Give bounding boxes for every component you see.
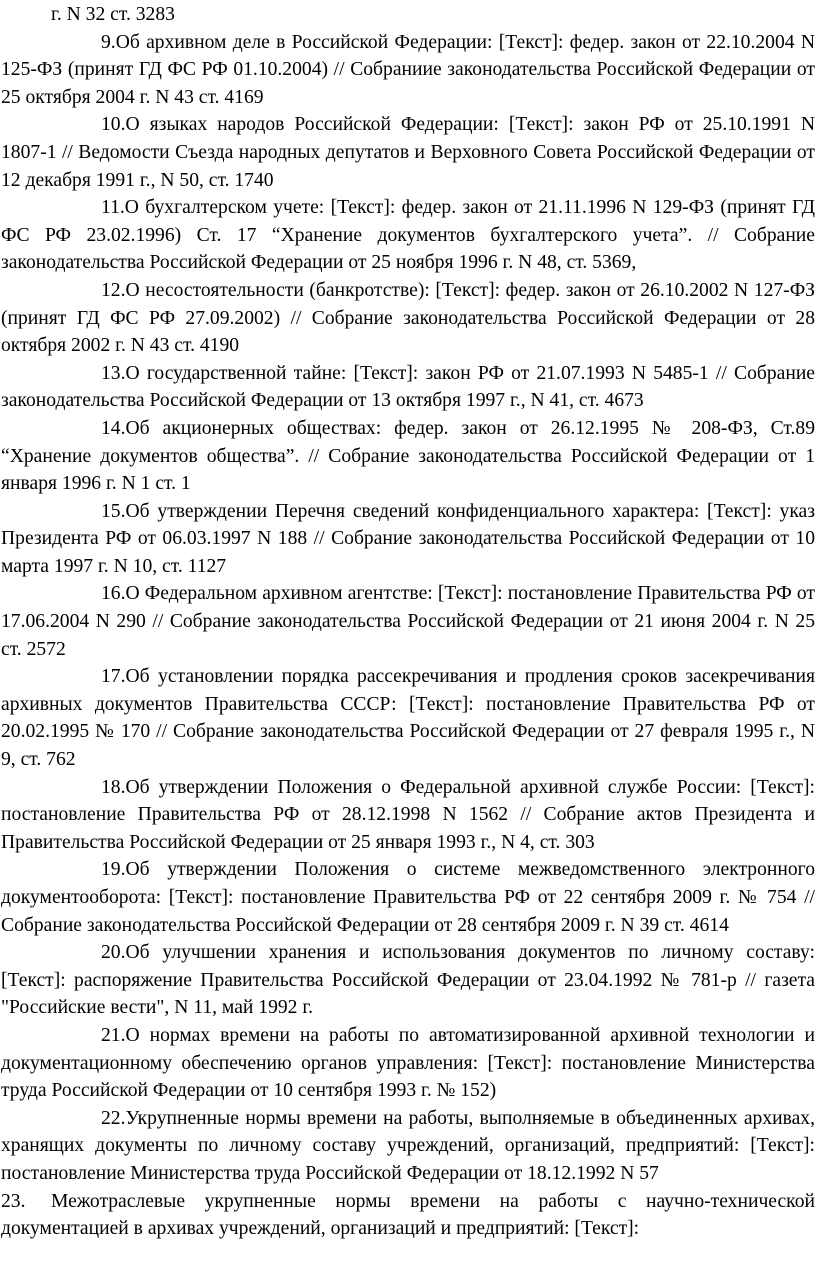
entry-number: 20.: [101, 942, 126, 964]
continuation-line: г. N 32 ст. 3283: [51, 4, 175, 25]
entry-number: 23.: [1, 1190, 26, 1212]
reference-entry-22: [1, 1105, 815, 1188]
entry-number: 15.: [101, 500, 126, 522]
reference-entry-19: [1, 856, 815, 939]
entry-text: Об акционерных обществах: федер. закон от 26.12.1995 № 208-ФЗ, Ст.89 “Хранение документов общества”. // Собрание законодательства Российской Федерации от 1 января 1996 г. N 1 ст. 1: [1, 417, 815, 495]
reference-entry-9: [1, 29, 815, 112]
entry-text: Об установлении порядка рассекречивания и продления сроков засекречивания архивных документов Правительства СССР: [Текст]: постановление Правительства РФ от 20.02.1995 № 170 // Собрание законодательства Российской Федерации от 27 февраля 1995 г., N 9, ст. 762: [1, 666, 815, 771]
entry-number: 21.: [101, 1024, 126, 1046]
entry-text: Об утверждении Перечня сведений конфиденциального характера: [Текст]: указ Президента РФ от 06.03.1997 N 188 // Собрание законодательства Российской Федерации от 10 марта 1997 г. N 10, ст. 1127: [1, 500, 815, 577]
reference-entry-17: [1, 663, 815, 773]
entry-number: 10.: [101, 114, 126, 136]
entry-text: О государственной тайне: [Текст]: закон РФ от 21.07.1993 N 5485-1 // Собрание законодательства Российской Федерации от 13 октября 1997 г., N 41, ст. 4673: [1, 362, 815, 412]
reference-entry-13: [1, 360, 815, 415]
entry-text: Об архивном деле в Российской Федерации: [Текст]: федер. закон от 22.10.2004 N 125-ФЗ (принят ГД ФС РФ 01.10.2004) // Собраниие законодательства Российской Федерации от 25 октября 2004 г. N 43 ст. 4169: [1, 31, 815, 108]
entry-number: 16.: [101, 583, 126, 605]
entry-number: 17.: [101, 666, 126, 688]
entry-number: 9.: [101, 31, 116, 53]
entry-text: Укрупненные нормы времени на работы, выполняемые в объединенных архивах, хранящих документы по личному составу учреждений, организаций, предприятий: [Текст]: постановление Министерства труда Российской Федерации от 18.12.1992 N 57: [1, 1107, 815, 1184]
entry-number: 22.: [101, 1107, 126, 1129]
reference-entry-21: [1, 1022, 815, 1105]
entry-text: О языках народов Российской Федерации: [Текст]: закон РФ от 25.10.1991 N 1807-1 // Ведомости Съезда народных депутатов и Верховного Совета Российской Федерации от 12 декабря 1991 г., N 50, ст. 1740: [1, 114, 815, 191]
reference-entry-11: [1, 194, 815, 277]
entry-text: Об утверждении Положения о Федеральной архивной службе России: [Текст]: постановление Правительства РФ от 28.12.1998 N 1562 // Собрание актов Президента и Правительства Российской Федерации от 25 января 1993 г., N 4, ст. 303: [1, 776, 815, 853]
entry-text: Об утверждении Положения о системе межведомственного электронного документооборота: [Текст]: постановление Правительства РФ от 22 сентября 2009 г. № 754 // Собрание законодательства Российской Федерации от 28 сентября 2009 г. N 39 ст. 4614: [1, 859, 815, 936]
reference-entry-12: [1, 277, 815, 360]
entry-number: 13.: [101, 362, 126, 384]
reference-entry-23: [1, 1188, 815, 1243]
entry-text: Межотраслевые укрупненные нормы времени на работы с научно-технической документацией в архивах учреждений, организаций и предприятий: [Текст]:: [1, 1190, 815, 1240]
reference-entry-20: [1, 939, 815, 1022]
entry-number: 19.: [101, 859, 126, 881]
entry-text: Об улучшении хранения и использования документов по личному составу: [Текст]: распоряжение Правительства Российской Федерации от 23.04.1992 № 781-р // газета "Российские вести", N 11, май 1992 г.: [1, 942, 815, 1019]
entry-text: О нормах времени на работы по автоматизированной архивной технологии и документационному обеспечению органов управления: [Текст]: постановление Министерства труда Российской Федерации от 10 сентября 1993 г. № 152): [1, 1024, 815, 1102]
reference-entry-14: [1, 415, 815, 498]
entry-number: 14.: [101, 417, 126, 439]
entry-text: О несостоятельности (банкротстве): [Текст]: федер. закон от 26.10.2002 N 127-ФЗ (принят ГД ФС РФ 27.09.2002) // Собрание законодательства Российской Федерации от 28 октября 2002 г. N 43 ст. 4190: [1, 279, 815, 357]
reference-entry-16: [1, 580, 815, 663]
entry-number: 18.: [101, 776, 126, 798]
entry-number: 11.: [101, 197, 125, 219]
entry-text: О Федеральном архивном агентстве: [Текст]: постановление Правительства РФ от 17.06.2004 N 290 // Собрание законодательства Российской Федерации от 21 июня 2004 г. N 25 ст. 2572: [1, 583, 815, 660]
reference-entry-18: [1, 774, 815, 857]
entry-number: 12.: [101, 279, 126, 301]
reference-entry-15: [1, 498, 815, 581]
reference-entry-10: [1, 111, 815, 194]
entry-text: О бухгалтерском учете: [Текст]: федер. закон от 21.11.1996 N 129-ФЗ (принят ГД ФС РФ 23.02.1996) Ст. 17 “Хранение документов бухгалтерского учета”. // Собрание законодательства Российской Федерации от 25 ноября 1996 г. N 48, ст. 5369,: [1, 197, 815, 274]
